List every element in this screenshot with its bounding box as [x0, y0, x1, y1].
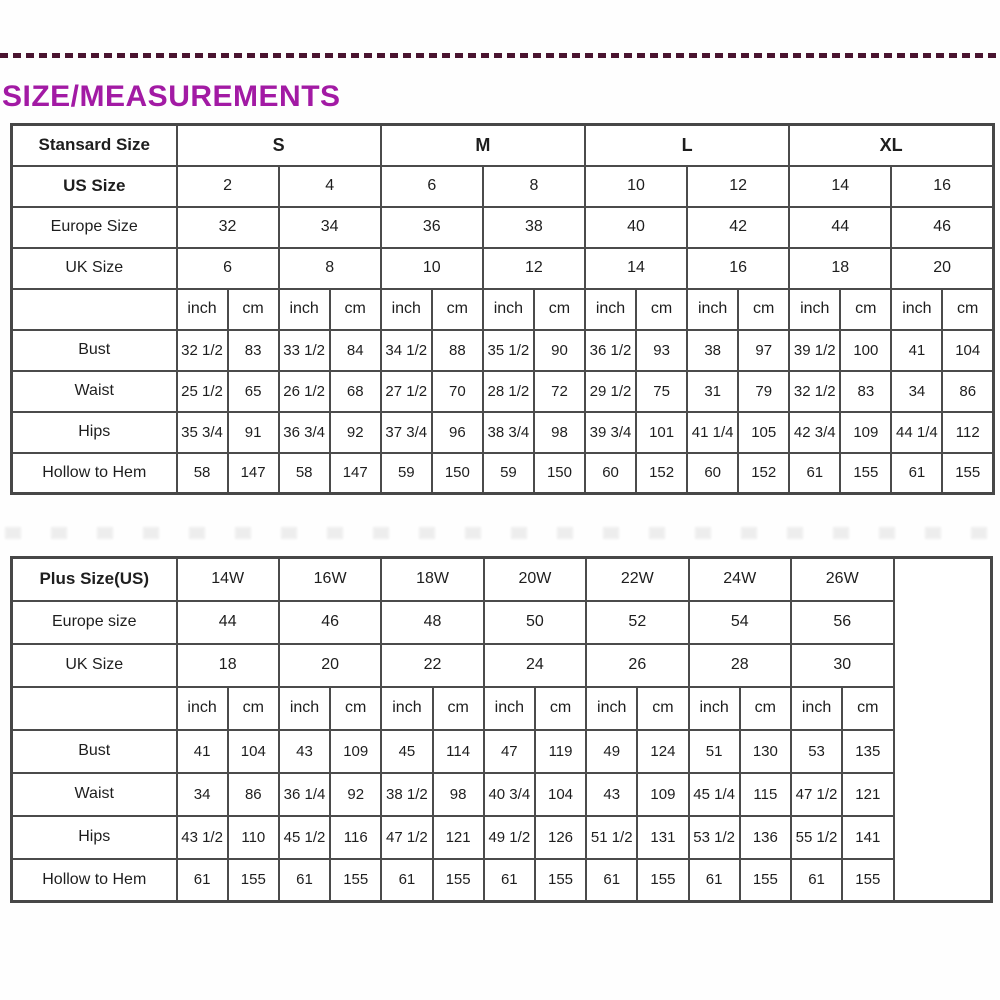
measure-value: 47 1/2 [381, 816, 432, 859]
measure-value: 49 [586, 730, 637, 773]
measure-value: 72 [534, 371, 585, 412]
measure-value: 83 [840, 371, 891, 412]
measure-value: 155 [840, 453, 891, 494]
measure-value: 38 1/2 [381, 773, 432, 816]
size-value: 20 [279, 644, 381, 687]
size-value: 28 [689, 644, 791, 687]
size-row-label: UK Size [12, 644, 177, 687]
measure-value: 25 1/2 [177, 371, 228, 412]
measure-row-label: Hollow to Hem [12, 859, 177, 902]
size-value: 24 [484, 644, 586, 687]
measure-value: 53 1/2 [689, 816, 740, 859]
measure-value: 131 [637, 816, 688, 859]
measure-value: 121 [842, 773, 893, 816]
size-value: 8 [279, 248, 381, 289]
measure-value: 150 [534, 453, 585, 494]
measure-value: 70 [432, 371, 483, 412]
measure-value: 61 [381, 859, 432, 902]
inch-unit-header: inch [177, 289, 228, 330]
cm-unit-header: cm [330, 687, 381, 730]
measure-value: 38 3/4 [483, 412, 534, 453]
measure-value: 75 [636, 371, 687, 412]
size-value: 42 [687, 207, 789, 248]
measure-value: 147 [330, 453, 381, 494]
size-value: 2 [177, 166, 279, 207]
size-value: 44 [177, 601, 279, 644]
measure-row-label: Waist [12, 371, 177, 412]
size-value: 48 [381, 601, 483, 644]
size-value: 40 [585, 207, 687, 248]
measure-value: 36 3/4 [279, 412, 330, 453]
measure-value: 112 [942, 412, 993, 453]
size-value: 52 [586, 601, 688, 644]
size-value: 38 [483, 207, 585, 248]
size-value: 36 [381, 207, 483, 248]
measure-value: 34 [177, 773, 228, 816]
size-value: 16 [687, 248, 789, 289]
measure-value: 97 [738, 330, 789, 371]
measure-value: 104 [228, 730, 279, 773]
measure-value: 31 [687, 371, 738, 412]
measure-value: 104 [942, 330, 993, 371]
measure-value: 45 [381, 730, 432, 773]
size-group-header: M [381, 125, 585, 166]
cm-unit-header: cm [942, 289, 993, 330]
measure-value: 41 1/4 [687, 412, 738, 453]
size-group-header: XL [789, 125, 993, 166]
measure-value: 155 [330, 859, 381, 902]
measure-value: 93 [636, 330, 687, 371]
size-group-header: 18W [381, 558, 483, 601]
measure-value: 155 [942, 453, 993, 494]
measure-value: 61 [789, 453, 840, 494]
measure-value: 58 [279, 453, 330, 494]
measure-value: 126 [535, 816, 586, 859]
corner-label: Plus Size(US) [12, 558, 177, 601]
inch-unit-header: inch [483, 289, 534, 330]
measure-value: 98 [534, 412, 585, 453]
measure-value: 44 1/4 [891, 412, 942, 453]
measure-value: 116 [330, 816, 381, 859]
measure-value: 39 3/4 [585, 412, 636, 453]
measure-value: 130 [740, 730, 791, 773]
size-value: 56 [791, 601, 894, 644]
measure-value: 91 [228, 412, 279, 453]
measure-value: 92 [330, 412, 381, 453]
measure-value: 40 3/4 [484, 773, 535, 816]
inch-unit-header: inch [279, 289, 330, 330]
size-value: 54 [689, 601, 791, 644]
cm-unit-header: cm [228, 289, 279, 330]
page-title: SIZE/MEASUREMENTS [2, 80, 341, 113]
size-value: 14 [789, 166, 891, 207]
dashed-divider [0, 53, 1000, 58]
measure-value: 68 [330, 371, 381, 412]
measure-value: 51 [689, 730, 740, 773]
size-value: 34 [279, 207, 381, 248]
cm-unit-header: cm [840, 289, 891, 330]
corner-label: Stansard Size [12, 125, 177, 166]
measure-value: 43 1/2 [177, 816, 228, 859]
size-group-header: S [177, 125, 381, 166]
measure-value: 86 [942, 371, 993, 412]
cm-unit-header: cm [637, 687, 688, 730]
inch-unit-header: inch [791, 687, 842, 730]
measure-value: 58 [177, 453, 228, 494]
measure-value: 98 [433, 773, 484, 816]
measure-value: 65 [228, 371, 279, 412]
measure-value: 104 [535, 773, 586, 816]
size-value: 46 [279, 601, 381, 644]
measure-value: 61 [689, 859, 740, 902]
size-value: 4 [279, 166, 381, 207]
measure-row-label: Hollow to Hem [12, 453, 177, 494]
cm-unit-header: cm [433, 687, 484, 730]
measure-value: 36 1/2 [585, 330, 636, 371]
measure-value: 34 1/2 [381, 330, 432, 371]
cm-unit-header: cm [842, 687, 893, 730]
measure-value: 83 [228, 330, 279, 371]
measure-value: 43 [586, 773, 637, 816]
measure-value: 109 [840, 412, 891, 453]
inch-unit-header: inch [381, 687, 432, 730]
cm-unit-header: cm [228, 687, 279, 730]
measure-value: 47 1/2 [791, 773, 842, 816]
size-value: 44 [789, 207, 891, 248]
measure-value: 38 [687, 330, 738, 371]
size-group-header: L [585, 125, 789, 166]
cm-unit-header: cm [636, 289, 687, 330]
measure-value: 59 [483, 453, 534, 494]
measure-value: 41 [177, 730, 228, 773]
size-row-label: UK Size [12, 248, 177, 289]
size-value: 8 [483, 166, 585, 207]
size-value: 10 [381, 248, 483, 289]
size-row-label: US Size [12, 166, 177, 207]
measure-value: 60 [585, 453, 636, 494]
measure-row-label: Hips [12, 412, 177, 453]
unit-row-empty-label [12, 687, 177, 730]
measure-value: 61 [177, 859, 228, 902]
measure-value: 90 [534, 330, 585, 371]
inch-unit-header: inch [687, 289, 738, 330]
measure-value: 59 [381, 453, 432, 494]
size-value: 22 [381, 644, 483, 687]
measure-value: 60 [687, 453, 738, 494]
inch-unit-header: inch [177, 687, 228, 730]
measure-value: 32 1/2 [789, 371, 840, 412]
measure-value: 35 1/2 [483, 330, 534, 371]
inch-unit-header: inch [689, 687, 740, 730]
measure-value: 41 [891, 330, 942, 371]
faint-watermark-remnant [5, 527, 990, 539]
measure-value: 32 1/2 [177, 330, 228, 371]
measure-value: 135 [842, 730, 893, 773]
measure-value: 119 [535, 730, 586, 773]
size-group-header: 14W [177, 558, 279, 601]
measure-value: 36 1/4 [279, 773, 330, 816]
measure-value: 141 [842, 816, 893, 859]
measure-value: 61 [484, 859, 535, 902]
inch-unit-header: inch [789, 289, 840, 330]
measure-value: 61 [586, 859, 637, 902]
cm-unit-header: cm [330, 289, 381, 330]
measure-value: 84 [330, 330, 381, 371]
measure-value: 45 1/2 [279, 816, 330, 859]
measure-value: 88 [432, 330, 483, 371]
measure-value: 45 1/4 [689, 773, 740, 816]
cm-unit-header: cm [535, 687, 586, 730]
measure-value: 155 [637, 859, 688, 902]
measure-value: 49 1/2 [484, 816, 535, 859]
size-value: 12 [687, 166, 789, 207]
measure-value: 100 [840, 330, 891, 371]
inch-unit-header: inch [585, 289, 636, 330]
size-value: 50 [484, 601, 586, 644]
measure-value: 79 [738, 371, 789, 412]
unit-row-empty-label [12, 289, 177, 330]
size-value: 30 [791, 644, 894, 687]
size-value: 10 [585, 166, 687, 207]
measure-value: 55 1/2 [791, 816, 842, 859]
measure-value: 51 1/2 [586, 816, 637, 859]
size-group-header: 26W [791, 558, 894, 601]
standard-size-table [10, 123, 995, 495]
size-value: 18 [177, 644, 279, 687]
measure-value: 33 1/2 [279, 330, 330, 371]
measure-value: 43 [279, 730, 330, 773]
measure-value: 39 1/2 [789, 330, 840, 371]
measure-value: 92 [330, 773, 381, 816]
size-value: 6 [177, 248, 279, 289]
size-value: 16 [891, 166, 993, 207]
measure-value: 109 [330, 730, 381, 773]
size-group-header: 22W [586, 558, 688, 601]
size-value: 6 [381, 166, 483, 207]
size-value: 12 [483, 248, 585, 289]
measure-row-label: Bust [12, 330, 177, 371]
size-group-header: 24W [689, 558, 791, 601]
measure-value: 150 [432, 453, 483, 494]
cm-unit-header: cm [534, 289, 585, 330]
cm-unit-header: cm [738, 289, 789, 330]
measure-value: 29 1/2 [585, 371, 636, 412]
measure-value: 110 [228, 816, 279, 859]
measure-value: 86 [228, 773, 279, 816]
measure-value: 61 [791, 859, 842, 902]
measure-value: 61 [279, 859, 330, 902]
size-value: 20 [891, 248, 993, 289]
size-value: 46 [891, 207, 993, 248]
size-value: 26 [586, 644, 688, 687]
measure-value: 152 [738, 453, 789, 494]
size-value: 14 [585, 248, 687, 289]
measure-row-label: Bust [12, 730, 177, 773]
inch-unit-header: inch [891, 289, 942, 330]
measure-value: 61 [891, 453, 942, 494]
measure-value: 136 [740, 816, 791, 859]
cm-unit-header: cm [740, 687, 791, 730]
inch-unit-header: inch [484, 687, 535, 730]
measure-value: 114 [433, 730, 484, 773]
measure-value: 155 [433, 859, 484, 902]
measure-value: 37 3/4 [381, 412, 432, 453]
measure-row-label: Hips [12, 816, 177, 859]
measure-value: 27 1/2 [381, 371, 432, 412]
measure-value: 121 [433, 816, 484, 859]
measure-value: 34 [891, 371, 942, 412]
measure-value: 105 [738, 412, 789, 453]
measure-value: 115 [740, 773, 791, 816]
measure-value: 53 [791, 730, 842, 773]
measure-value: 147 [228, 453, 279, 494]
size-group-header: 16W [279, 558, 381, 601]
measure-value: 42 3/4 [789, 412, 840, 453]
size-value: 18 [789, 248, 891, 289]
measure-value: 101 [636, 412, 687, 453]
inch-unit-header: inch [279, 687, 330, 730]
size-row-label: Europe size [12, 601, 177, 644]
empty-trailing-column [894, 558, 992, 902]
inch-unit-header: inch [381, 289, 432, 330]
cm-unit-header: cm [432, 289, 483, 330]
size-value: 32 [177, 207, 279, 248]
measure-value: 35 3/4 [177, 412, 228, 453]
inch-unit-header: inch [586, 687, 637, 730]
measure-row-label: Waist [12, 773, 177, 816]
measure-value: 155 [228, 859, 279, 902]
measure-value: 152 [636, 453, 687, 494]
measure-value: 155 [740, 859, 791, 902]
measure-value: 155 [535, 859, 586, 902]
measure-value: 26 1/2 [279, 371, 330, 412]
measure-value: 47 [484, 730, 535, 773]
measure-value: 96 [432, 412, 483, 453]
size-row-label: Europe Size [12, 207, 177, 248]
measure-value: 124 [637, 730, 688, 773]
measure-value: 109 [637, 773, 688, 816]
measure-value: 155 [842, 859, 893, 902]
measure-value: 28 1/2 [483, 371, 534, 412]
plus-size-table [10, 556, 993, 903]
size-group-header: 20W [484, 558, 586, 601]
